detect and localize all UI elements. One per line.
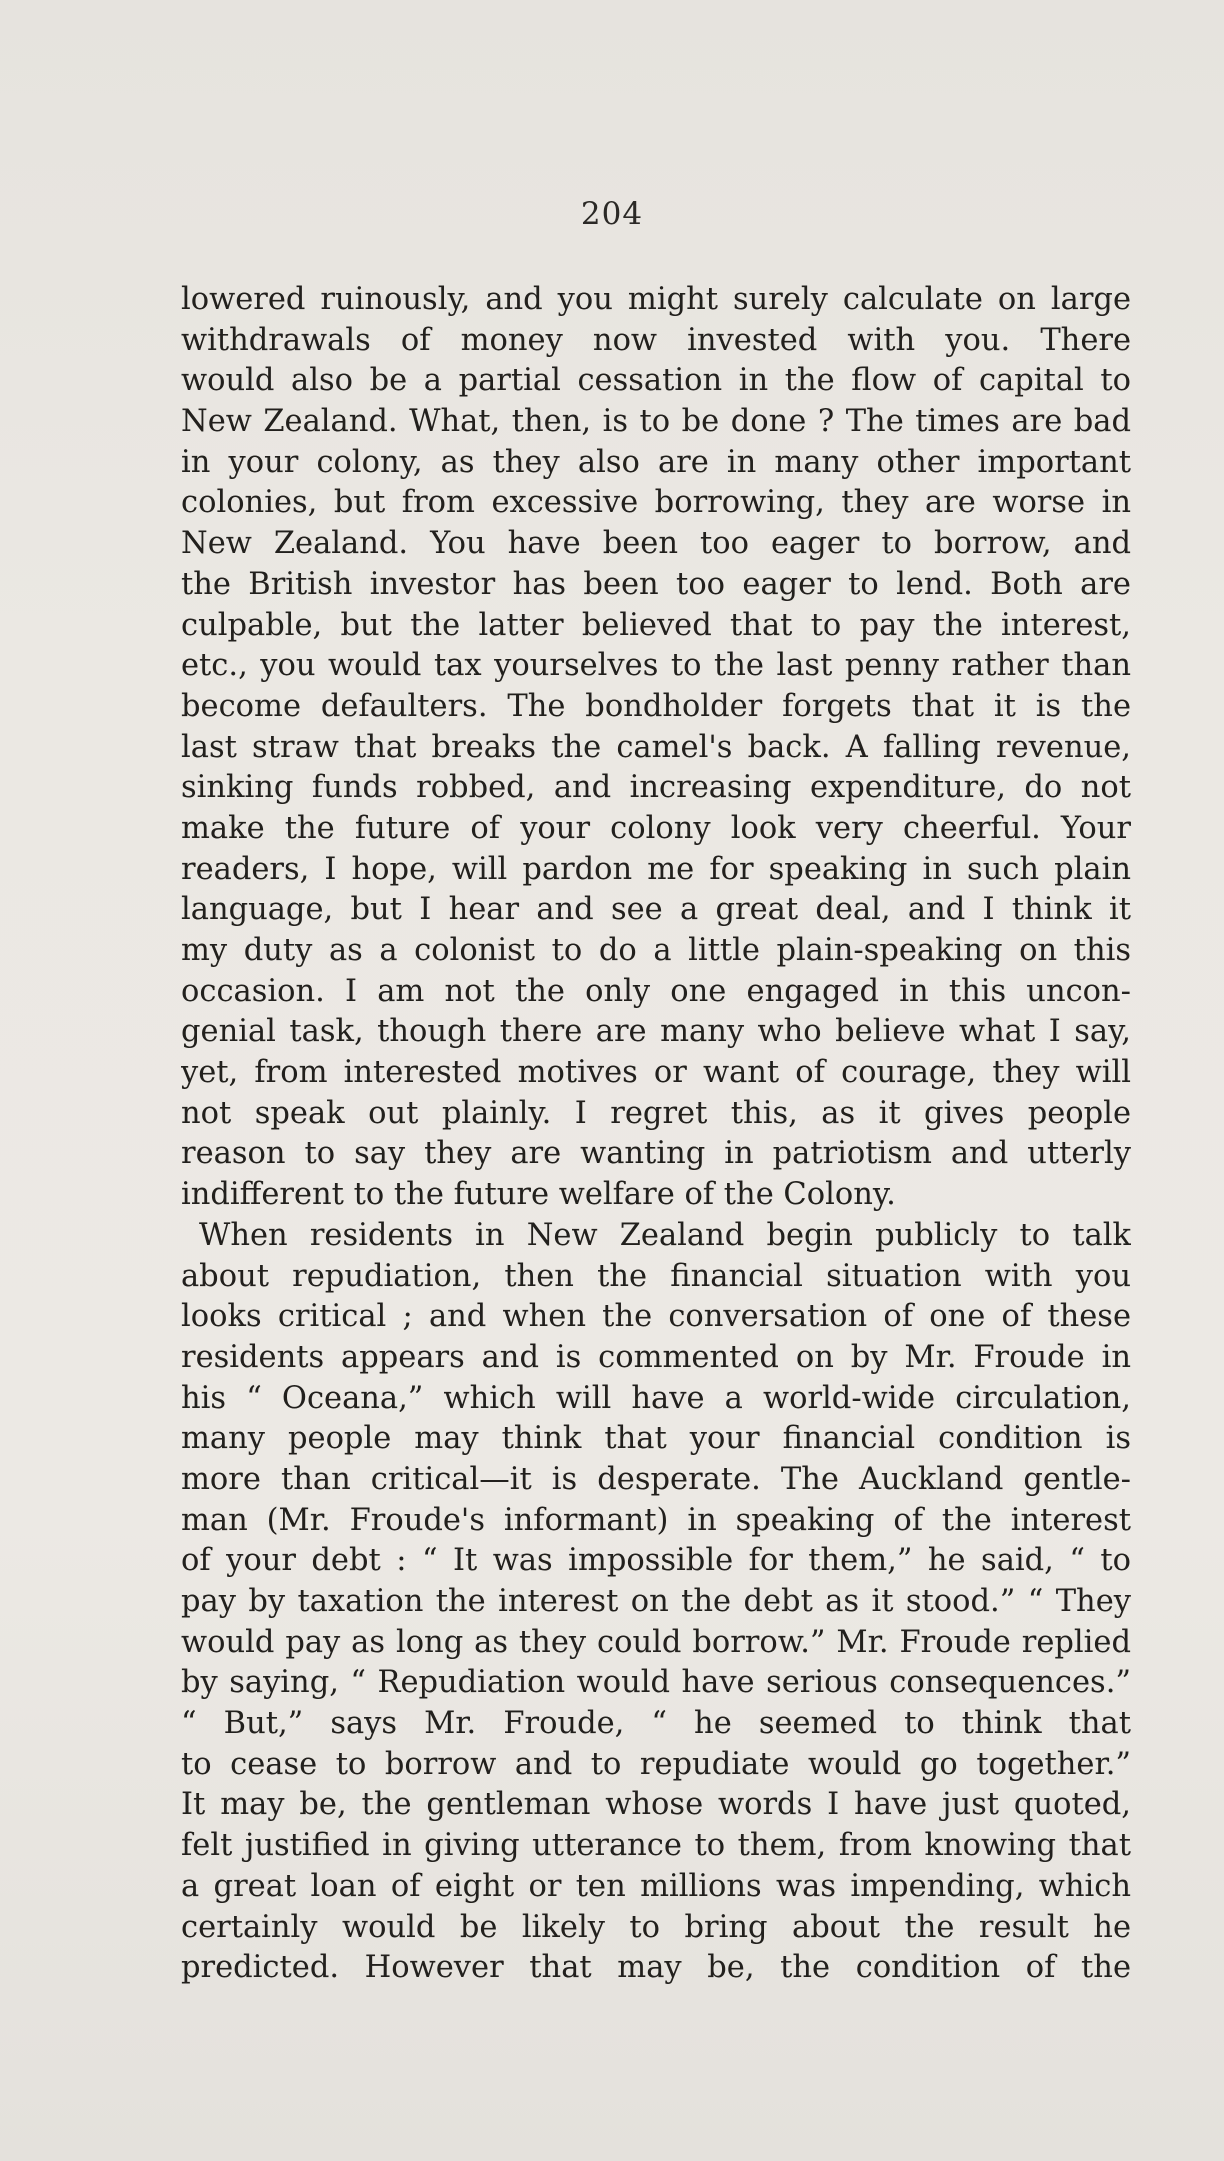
text-line: language, but I hear and see a great deal, and I think it: [181, 892, 1131, 928]
text-line: make the future of your colony look very cheerful. Your: [181, 810, 1131, 846]
text-line: colonies, but from excessive borrowing, they are worse in: [181, 485, 1131, 521]
text-line: genial task, though there are many who believe what I say,: [181, 1014, 1131, 1050]
text-line: the British investor has been too eager to lend. Both are: [181, 566, 1131, 602]
text-line: New Zealand. You have been too eager to borrow, and: [181, 526, 1131, 562]
text-line: not speak out plainly. I regret this, as it gives people: [181, 1095, 1131, 1131]
text-line: certainly would be likely to bring about the result he: [181, 1909, 1131, 1945]
text-line: lowered ruinously, and you might surely calculate on large: [181, 282, 1131, 317]
text-line: New Zealand. What, then, is to be done ? The times are bad: [181, 404, 1131, 440]
paragraph-start-line: When residents in New Zealand begin publicly to talk: [199, 1217, 1131, 1253]
paragraph-end-line: indifferent to the future welfare of the Colony.: [181, 1177, 896, 1213]
text-line: residents appears and is commented on by Mr. Froude in: [181, 1339, 1131, 1375]
text-line: a great loan of eight or ten millions was impending, which: [181, 1868, 1131, 1904]
text-line: sinking funds robbed, and increasing expenditure, do not: [181, 770, 1131, 806]
text-line: It may be, the gentleman whose words I have just quoted,: [181, 1787, 1131, 1823]
text-line: pay by taxation the interest on the debt as it stood.” “ They: [181, 1584, 1131, 1619]
text-line: my duty as a colonist to do a little plain-speaking on this: [181, 933, 1131, 968]
text-line: in your colony, as they also are in many other important: [181, 444, 1131, 480]
text-line: by saying, “ Repudiation would have serious consequences.”: [181, 1665, 1131, 1701]
text-line: readers, I hope, will pardon me for speaking in such plain: [181, 851, 1131, 887]
text-line: culpable, but the latter believed that to pay the interest,: [181, 607, 1131, 643]
text-line: many people may think that your financial condition is: [181, 1421, 1131, 1457]
text-line: reason to say they are wanting in patriotism and utterly: [181, 1136, 1131, 1172]
text-line: last straw that breaks the camel's back. A falling revenue,: [181, 729, 1131, 765]
text-line: occasion. I am not the only one engaged in this uncon-: [181, 973, 1131, 1009]
text-line: “ But,” says Mr. Froude, “ he seemed to think that: [181, 1706, 1131, 1742]
text-line: about repudiation, then the financial situation with you: [181, 1258, 1131, 1294]
page-number: 204: [580, 196, 644, 232]
text-line: his “ Oceana,” which will have a world-wide circulation,: [181, 1380, 1131, 1416]
text-line: etc., you would tax yourselves to the last penny rather than: [181, 648, 1131, 684]
text-line: withdrawals of money now invested with you. There: [181, 322, 1131, 358]
text-line: more than critical—it is desperate. The Auckland gentle-: [181, 1461, 1131, 1497]
text-line: man (Mr. Froude's informant) in speaking of the interest: [181, 1502, 1131, 1538]
text-line: predicted. However that may be, the condition of the: [181, 1950, 1131, 1986]
text-line: would pay as long as they could borrow.” Mr. Froude replied: [181, 1624, 1131, 1660]
text-line: of your debt : “ It was impossible for them,” he said, “ to: [181, 1543, 1131, 1579]
text-line: felt justified in giving utterance to them, from knowing that: [181, 1828, 1131, 1864]
body-text: [181, 280, 1131, 1989]
text-line: yet, from interested motives or want of courage, they will: [181, 1055, 1131, 1091]
text-line: become defaulters. The bondholder forgets that it is the: [181, 688, 1131, 724]
text-line: to cease to borrow and to repudiate would go together.”: [181, 1746, 1131, 1782]
text-line: would also be a partial cessation in the flow of capital to: [181, 363, 1131, 399]
text-line: looks critical ; and when the conversation of one of these: [181, 1299, 1131, 1335]
